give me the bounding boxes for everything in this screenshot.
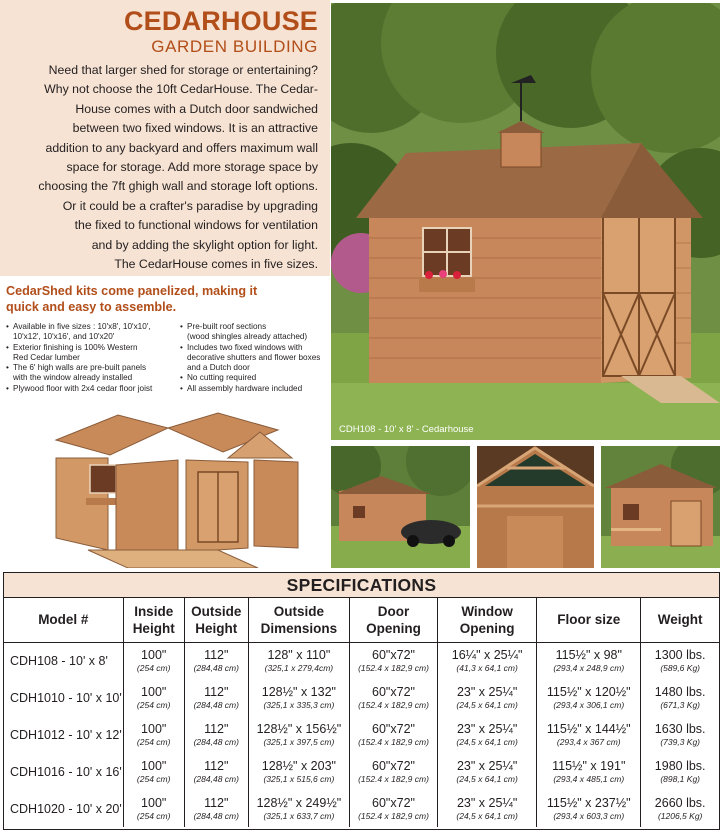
cell-window: 23" x 25¼" (24,5 x 64,1 cm) xyxy=(438,790,537,827)
header-outside-height: Outside Height xyxy=(184,598,248,642)
feature-item: • Plywood floor with 2x4 cedar floor joist xyxy=(6,384,176,394)
kits-heading-line: CedarShed kits come panelized, making it xyxy=(6,284,258,298)
table-row xyxy=(4,753,719,790)
cell-door: 60"x72" (152.4 x 182,9 cm) xyxy=(349,716,437,753)
table-row xyxy=(4,642,719,679)
cell-model: CDH1010 - 10' x 10' xyxy=(10,691,122,705)
feature-item: • Pre-built roof sections (wood shingles already attached) xyxy=(180,322,330,343)
main-shed-photo xyxy=(331,3,720,440)
photo-caption: CDH108 - 10' x 8' - Cedarhouse xyxy=(339,424,474,435)
cell-model: CDH1016 - 10' x 16' xyxy=(10,765,122,779)
kits-heading xyxy=(6,283,324,315)
header-floor-size: Floor size xyxy=(537,598,641,642)
cell-inside-height: 100" (254 cm) xyxy=(123,642,184,679)
cell-inside-height: 100" (254 cm) xyxy=(123,753,184,790)
cell-weight: 1630 lbs. (739,3 Kg) xyxy=(641,716,719,753)
cell-dimensions: 128" x 110" (325,1 x 279,4cm) xyxy=(248,642,349,679)
shed-with-porch-illustration xyxy=(601,446,720,568)
intro-line: Need that larger shed for storage or entertaining? xyxy=(48,63,318,77)
cell-weight: 1980 lbs. (898,1 Kg) xyxy=(641,753,719,790)
cell-floor: 115½" x 120½" (293,4 x 306,1 cm) xyxy=(537,679,641,716)
cedarhouse-illustration xyxy=(331,3,720,440)
cell-dimensions: 128½" x 203" (325,1 x 515,6 cm) xyxy=(248,753,349,790)
features-list-left xyxy=(6,322,176,394)
cell-floor: 115½" x 144½" (293,4 x 367 cm) xyxy=(537,716,641,753)
intro-panel xyxy=(0,0,330,276)
cell-weight: 1480 lbs. (671,3 Kg) xyxy=(641,679,719,716)
photo-shed-with-car xyxy=(331,446,470,568)
cell-weight: 2660 lbs. (1206,5 Kg) xyxy=(641,790,719,827)
kits-heading-line: quick and easy to assemble. xyxy=(6,300,177,314)
cell-window: 23" x 25¼" (24,5 x 64,1 cm) xyxy=(438,679,537,716)
specifications-title: SPECIFICATIONS xyxy=(4,573,719,598)
photo-shed-with-porch xyxy=(601,446,720,568)
cell-outside-height: 112" (284,48 cm) xyxy=(184,753,248,790)
spec-header-row xyxy=(4,598,719,642)
cell-floor: 115½" x 98" (293,4 x 248,9 cm) xyxy=(537,642,641,679)
intro-line: between two fixed windows. It is an attractive xyxy=(72,121,318,136)
cell-window: 23" x 25¼" (24,5 x 64,1 cm) xyxy=(438,753,537,790)
cell-window: 23" x 25¼" (24,5 x 64,1 cm) xyxy=(438,716,537,753)
cell-model: CDH1020 - 10' x 20' xyxy=(10,802,122,816)
cell-weight: 1300 lbs. (589,6 Kg) xyxy=(641,642,719,679)
photo-interior-rafters xyxy=(477,446,594,568)
cell-inside-height: 100" (254 cm) xyxy=(123,716,184,753)
shed-with-car-illustration xyxy=(331,446,470,568)
features-list-right xyxy=(180,322,330,394)
cell-door: 60"x72" (152.4 x 182,9 cm) xyxy=(349,790,437,827)
intro-line: choosing the 7ft ghigh wall and storage loft options. xyxy=(38,179,318,194)
intro-line: addition to any backyard and offers maximum wall xyxy=(45,140,318,155)
spec-grid xyxy=(4,598,719,827)
cell-window: 16¼" x 25¼" (41,3 x 64,1 cm) xyxy=(438,642,537,679)
intro-line: and by adding the skylight option for light. xyxy=(91,237,318,252)
kit-panels-illustration xyxy=(48,410,320,568)
header-inside-height: Inside Height xyxy=(123,598,184,642)
cell-outside-height: 112" (284,48 cm) xyxy=(184,790,248,827)
header-outside-dimensions: Outside Dimensions xyxy=(248,598,349,642)
kit-exploded-drawing xyxy=(48,410,320,568)
table-row xyxy=(4,679,719,716)
header-model: Model # xyxy=(4,598,123,642)
feature-item: • Exterior finishing is 100% Western Red Cedar lumber xyxy=(6,343,176,364)
cell-model: CDH1012 - 10' x 12' xyxy=(10,728,122,742)
intro-line: The CedarHouse comes in five sizes. xyxy=(114,257,318,272)
intro-line: Why not choose the 10ft CedarHouse. The Cedar- xyxy=(44,82,318,97)
cell-dimensions: 128½" x 249½" (325,1 x 633,7 cm) xyxy=(248,790,349,827)
cell-door: 60"x72" (152.4 x 182,9 cm) xyxy=(349,753,437,790)
feature-item: • Includes two fixed windows with decorative shutters and flower boxes and a Dutch door xyxy=(180,343,330,374)
intro-line: Or it could be a crafter's paradise by upgrading xyxy=(62,198,318,213)
cell-dimensions: 128½" x 132" (325,1 x 335,3 cm) xyxy=(248,679,349,716)
cell-floor: 115½" x 191" (293,4 x 485,1 cm) xyxy=(537,753,641,790)
header-door-opening: Door Opening xyxy=(349,598,437,642)
table-row xyxy=(4,716,719,753)
page-subtitle: GARDEN BUILDING xyxy=(151,37,318,56)
header-window-opening: Window Opening xyxy=(438,598,537,642)
intro-line: House comes with a Dutch door sandwiched xyxy=(75,101,318,116)
interior-rafters-illustration xyxy=(477,446,594,568)
cell-model: CDH108 - 10' x 8' xyxy=(10,654,108,669)
cell-inside-height: 100" (254 cm) xyxy=(123,679,184,716)
header-weight: Weight xyxy=(641,598,719,642)
page-title: CEDARHOUSE xyxy=(123,6,318,36)
intro-description xyxy=(0,61,318,274)
cell-outside-height: 112" (284,48 cm) xyxy=(184,716,248,753)
cell-floor: 115½" x 237½" (293,4 x 603,3 cm) xyxy=(537,790,641,827)
feature-item: • The 6' high walls are pre-built panels with the window already installed xyxy=(6,363,176,384)
cell-outside-height: 112" (284,48 cm) xyxy=(184,679,248,716)
feature-item: • Available in five sizes : 10'x8', 10'x10', 10'x12', 10'x16', and 10'x20' xyxy=(6,322,176,343)
feature-item: • All assembly hardware included xyxy=(180,384,330,394)
cell-door: 60"x72" (152.4 x 182,9 cm) xyxy=(349,642,437,679)
cell-dimensions: 128½" x 156½" (325,1 x 397,5 cm) xyxy=(248,716,349,753)
cell-outside-height: 112" (284,48 cm) xyxy=(184,642,248,679)
cell-inside-height: 100" (254 cm) xyxy=(123,790,184,827)
table-row xyxy=(4,790,719,827)
intro-line: space for storage. Add more storage space by xyxy=(66,160,318,175)
cell-door: 60"x72" (152.4 x 182,9 cm) xyxy=(349,679,437,716)
intro-line: the fixed to functional windows for ventilation xyxy=(74,218,318,233)
feature-item: • No cutting required xyxy=(180,373,330,383)
specifications-table xyxy=(3,572,720,830)
